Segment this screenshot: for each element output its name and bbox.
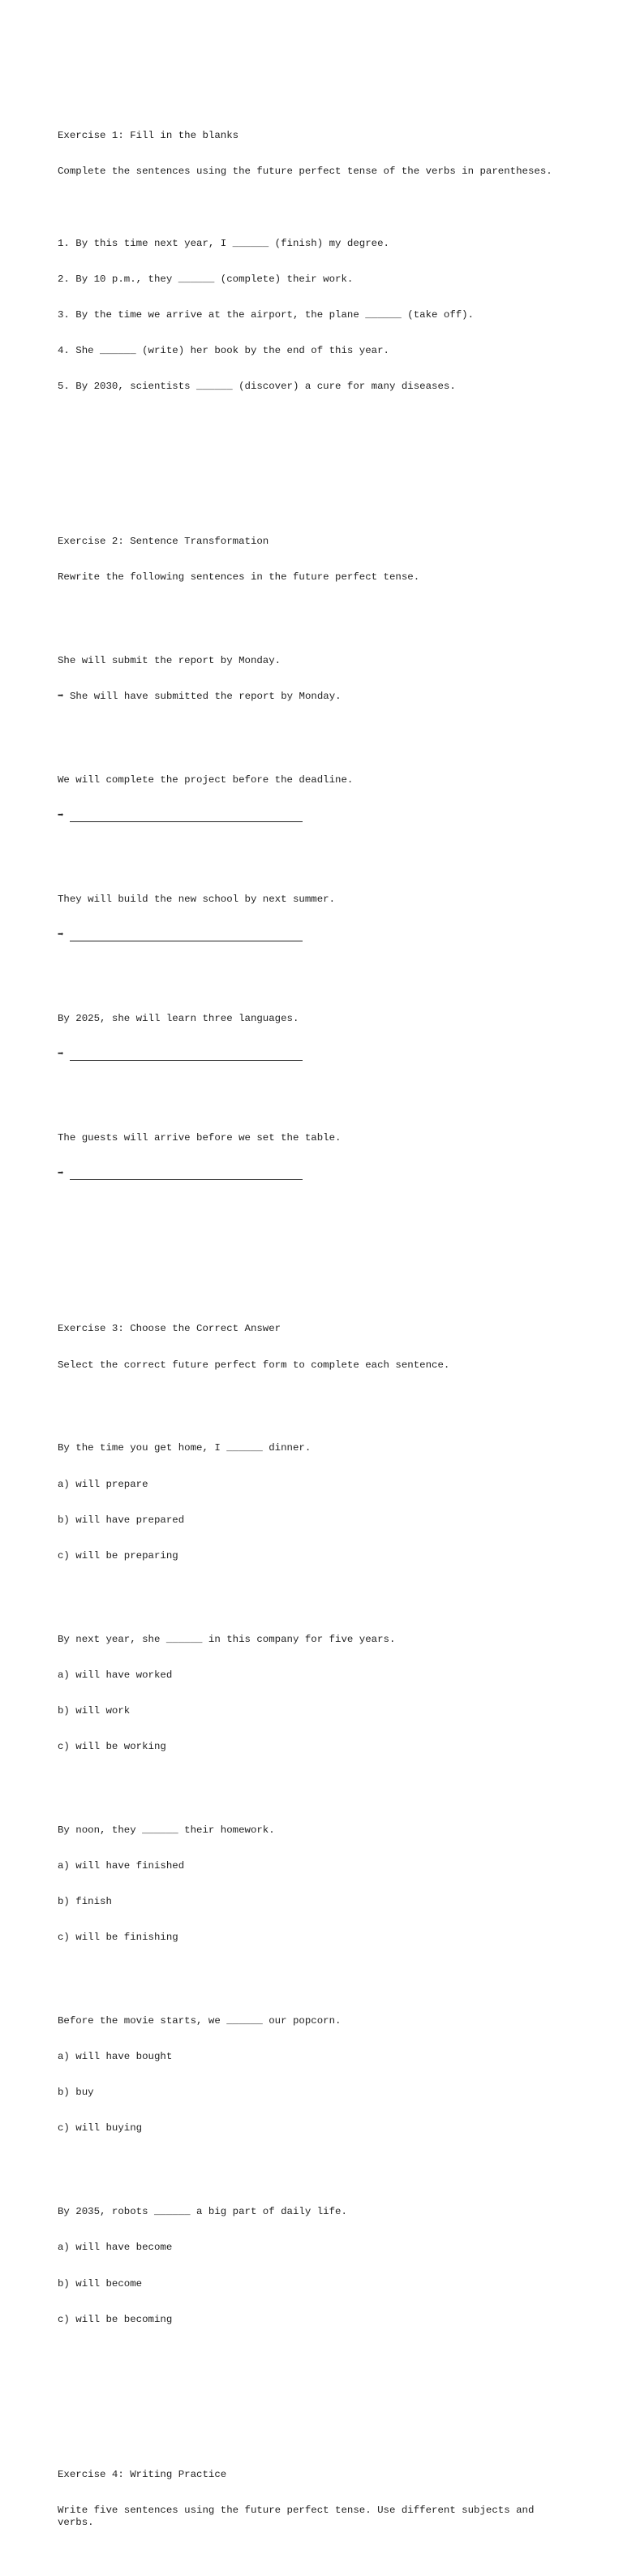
answer-option[interactable]: a) will have become <box>58 2242 173 2254</box>
arrow-icon: ➡ <box>58 1049 64 1061</box>
exercise-1-title: Exercise 1: Fill in the blanks <box>58 130 239 142</box>
exercise-2-answer-line <box>58 810 569 822</box>
exercise-3-instruction: Select the correct future perfect form to complete each sentence. <box>58 1359 450 1371</box>
exercise-1-item: 2. By 10 p.m., they ______ (complete) their work. <box>58 273 354 285</box>
spacer <box>58 1789 569 1801</box>
arrow-icon: ➡ <box>58 691 64 703</box>
exercise-4-instruction: Write five sentences using the future perfect tense. Use different subjects and verbs. <box>58 2504 540 2528</box>
arrow-icon: ➡ <box>58 929 64 941</box>
worksheet <box>58 58 569 2576</box>
arrow-icon: ➡ <box>58 810 64 822</box>
spacer <box>58 2170 569 2182</box>
spacer <box>58 1979 569 1992</box>
exercise-2-answer-line <box>58 929 569 941</box>
exercise-2-answer-line <box>58 1168 569 1180</box>
answer-option[interactable]: b) will work <box>58 1704 131 1717</box>
spacer <box>58 1096 569 1109</box>
exercise-3-question: By next year, she ______ in this company for five years. <box>58 1633 396 1645</box>
exercise-4 <box>58 2445 569 2552</box>
exercise-1-item: 5. By 2030, scientists ______ (discover) a cure for many diseases. <box>58 380 456 392</box>
answer-option[interactable]: c) will buying <box>58 2122 143 2134</box>
exercise-2-example-answer: She will have submitted the report by Monday. <box>70 691 342 703</box>
answer-option[interactable]: c) will be finishing <box>58 1932 178 1944</box>
answer-option[interactable]: b) will have prepared <box>58 1514 185 1526</box>
exercise-2-answer-line <box>58 1049 569 1061</box>
spacer <box>58 739 569 751</box>
exercise-3 <box>58 1299 569 2350</box>
exercise-2-sentence: They will build the new school by next summer. <box>58 894 336 906</box>
exercise-2-instruction: Rewrite the following sentences in the future perfect tense. <box>58 571 420 584</box>
spacer <box>58 858 569 870</box>
exercise-2-example-answer-line <box>58 691 569 703</box>
answer-option[interactable]: a) will prepare <box>58 1478 148 1490</box>
spacer <box>58 977 569 989</box>
exercise-3-question: Before the movie starts, we ______ our popcorn. <box>58 2015 342 2027</box>
exercise-3-question: By the time you get home, I ______ dinner. <box>58 1442 312 1454</box>
exercise-1-item: 1. By this time next year, I ______ (finish) my degree. <box>58 237 389 249</box>
answer-blank[interactable] <box>70 1051 303 1061</box>
exercise-1-item: 4. She ______ (write) her book by the end of this year. <box>58 344 389 356</box>
spacer <box>58 1240 569 1252</box>
answer-option[interactable]: c) will be becoming <box>58 2313 173 2325</box>
answer-blank[interactable] <box>70 932 303 941</box>
exercise-3-title: Exercise 3: Choose the Correct Answer <box>58 1323 281 1335</box>
exercise-3-question: By 2035, robots ______ a big part of daily life. <box>58 2206 347 2218</box>
exercise-1-instruction: Complete the sentences using the future perfect tense of the verbs in parentheses. <box>58 166 552 178</box>
exercise-2 <box>58 512 569 1204</box>
spacer <box>58 607 569 619</box>
exercise-2-sentence: We will complete the project before the deadline. <box>58 774 354 786</box>
spacer <box>58 1406 569 1419</box>
spacer <box>58 2385 569 2397</box>
exercise-1-item: 3. By the time we arrive at the airport, the plane ______ (take off). <box>58 308 475 321</box>
answer-option[interactable]: a) will have finished <box>58 1860 185 1872</box>
answer-blank[interactable] <box>70 1170 303 1180</box>
answer-option[interactable]: c) will be working <box>58 1740 166 1752</box>
exercise-2-example-sentence: She will submit the report by Monday. <box>58 655 281 667</box>
exercise-4-title: Exercise 4: Writing Practice <box>58 2468 227 2480</box>
exercise-1 <box>58 106 569 416</box>
answer-option[interactable]: c) will be preparing <box>58 1549 178 1562</box>
arrow-icon: ➡ <box>58 1168 64 1180</box>
exercise-3-question: By noon, they ______ their homework. <box>58 1824 275 1836</box>
answer-blank[interactable] <box>70 812 303 822</box>
exercise-2-title: Exercise 2: Sentence Transformation <box>58 536 269 548</box>
spacer <box>58 201 569 213</box>
answer-option[interactable]: a) will have worked <box>58 1669 173 1681</box>
answer-option[interactable]: b) will become <box>58 2277 143 2290</box>
spacer <box>58 1598 569 1610</box>
answer-option[interactable]: a) will have bought <box>58 2051 173 2063</box>
spacer <box>58 452 569 464</box>
answer-option[interactable]: b) finish <box>58 1896 112 1908</box>
exercise-2-sentence: By 2025, she will learn three languages. <box>58 1013 299 1025</box>
answer-option[interactable]: b) buy <box>58 2087 94 2099</box>
exercise-2-sentence: The guests will arrive before we set the table. <box>58 1132 342 1144</box>
